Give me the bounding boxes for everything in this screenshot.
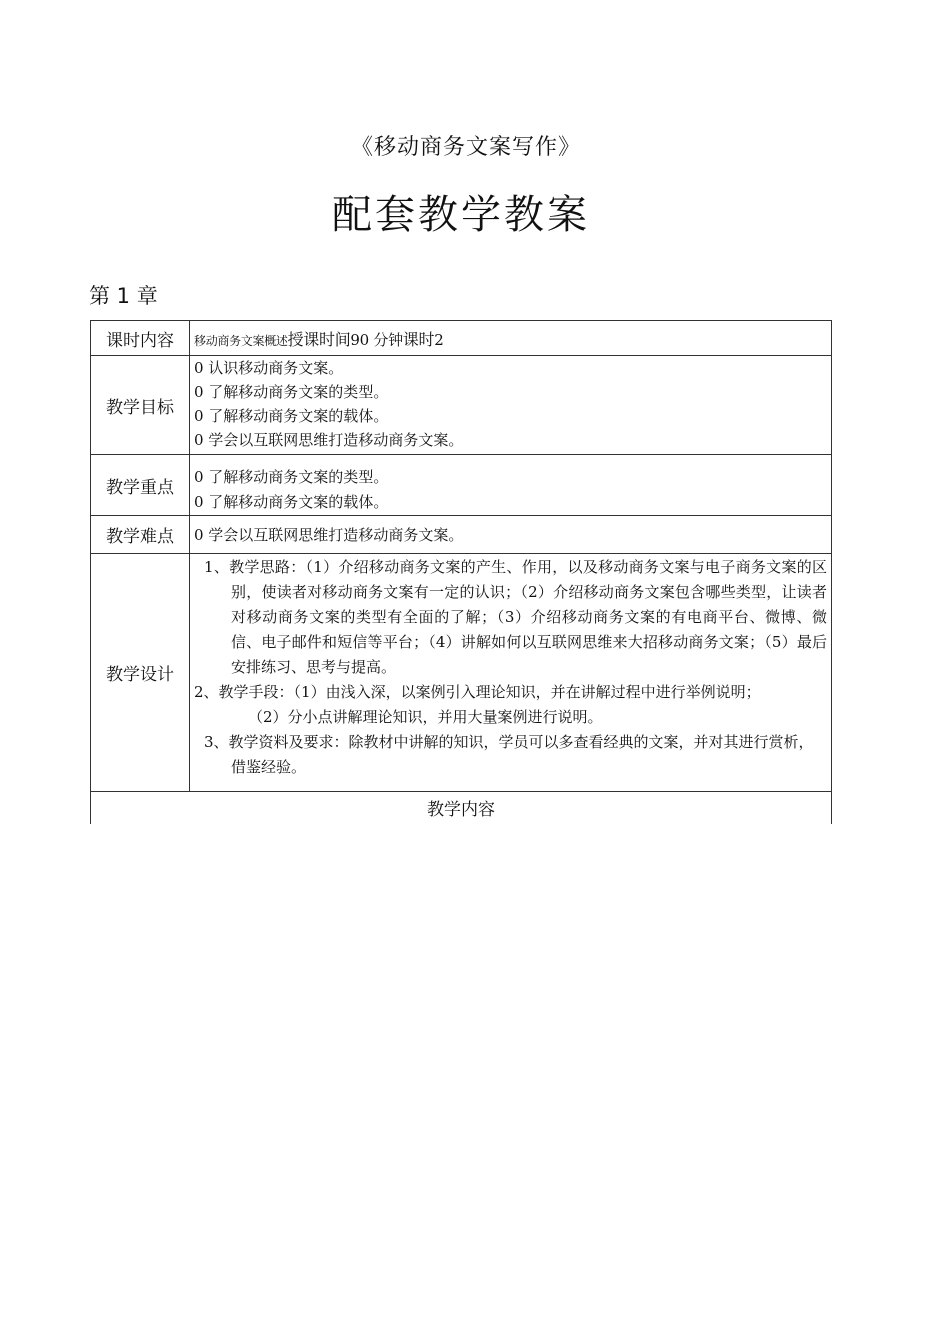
table-row-design	[91, 554, 832, 792]
teaching-time-value: 90 分钟	[350, 330, 403, 349]
chapter-heading: 第 1 章	[89, 284, 158, 308]
lesson-plan-table	[90, 320, 832, 824]
design-paragraph-materials: 3、教学资料及要求：除教材中讲解的知识，学员可以多查看经典的文案，并对其进行赏析，借鉴经验。	[204, 733, 814, 776]
goals-cell	[190, 356, 832, 455]
table-row-difficulties	[91, 516, 832, 554]
design-paragraph-methods: 2、教学手段：（1）由浅入深，以案例引入理论知识，并在讲解过程中进行举例说明；	[194, 683, 761, 701]
page-title: 配套教学教案	[332, 192, 590, 238]
section-teaching-content: 教学内容	[91, 792, 832, 824]
label-key-points: 教学重点	[91, 455, 190, 516]
list-item: 0 了解移动商务文案的类型。	[194, 383, 389, 401]
book-title: 《移动商务文案写作》	[350, 135, 581, 160]
key-points-cell	[190, 455, 832, 516]
list-item: 0 了解移动商务文案的载体。	[194, 493, 389, 511]
design-text	[194, 554, 831, 791]
lesson-topic: 移动商务文案概述	[194, 333, 288, 348]
label-teaching-goals: 教学目标	[91, 356, 190, 455]
table-row-key-points	[91, 455, 832, 516]
list-item: 0 了解移动商务文案的类型。	[194, 468, 389, 486]
table-row-info	[91, 321, 832, 356]
label-difficulties: 教学难点	[91, 516, 190, 554]
list-item: 0 认识移动商务文案。	[194, 359, 344, 377]
design-paragraph-methods-2: （2）分小点讲解理论知识，并用大量案例进行说明。	[248, 708, 603, 726]
label-lesson-content: 课时内容	[91, 321, 190, 356]
design-cell	[190, 554, 832, 792]
difficulties-cell	[190, 516, 832, 554]
teaching-time-label: 授课时间	[287, 329, 351, 349]
table-row-section	[91, 792, 832, 824]
list-item: 0 了解移动商务文案的载体。	[194, 407, 389, 425]
table-row-goals	[91, 356, 832, 455]
list-item: 0 学会以互联网思维打造移动商务文案。	[194, 431, 464, 449]
class-hours-label: 课时	[402, 329, 435, 349]
class-hours-value: 2	[434, 330, 444, 349]
lesson-info-cell	[190, 321, 832, 356]
design-paragraph-approach: 1、教学思路：（1）介绍移动商务文案的产生、作用，以及移动商务文案与电子商务文案的区别，使读者对移动商务文案有一定的认识；（2）介绍移动商务文案包含哪些类型，让读者对移动商务文案的类型有全面的了解；（3）介绍移动商务文案的有电商平台、微博、微信、电子邮件和短信等平台；（4）讲解如何以互联网思维来大招移动商务文案；（5）最后安排练习、思考与提高。	[204, 558, 827, 676]
list-item: 0 学会以互联网思维打造移动商务文案。	[194, 525, 464, 544]
label-teaching-design: 教学设计	[91, 554, 190, 792]
